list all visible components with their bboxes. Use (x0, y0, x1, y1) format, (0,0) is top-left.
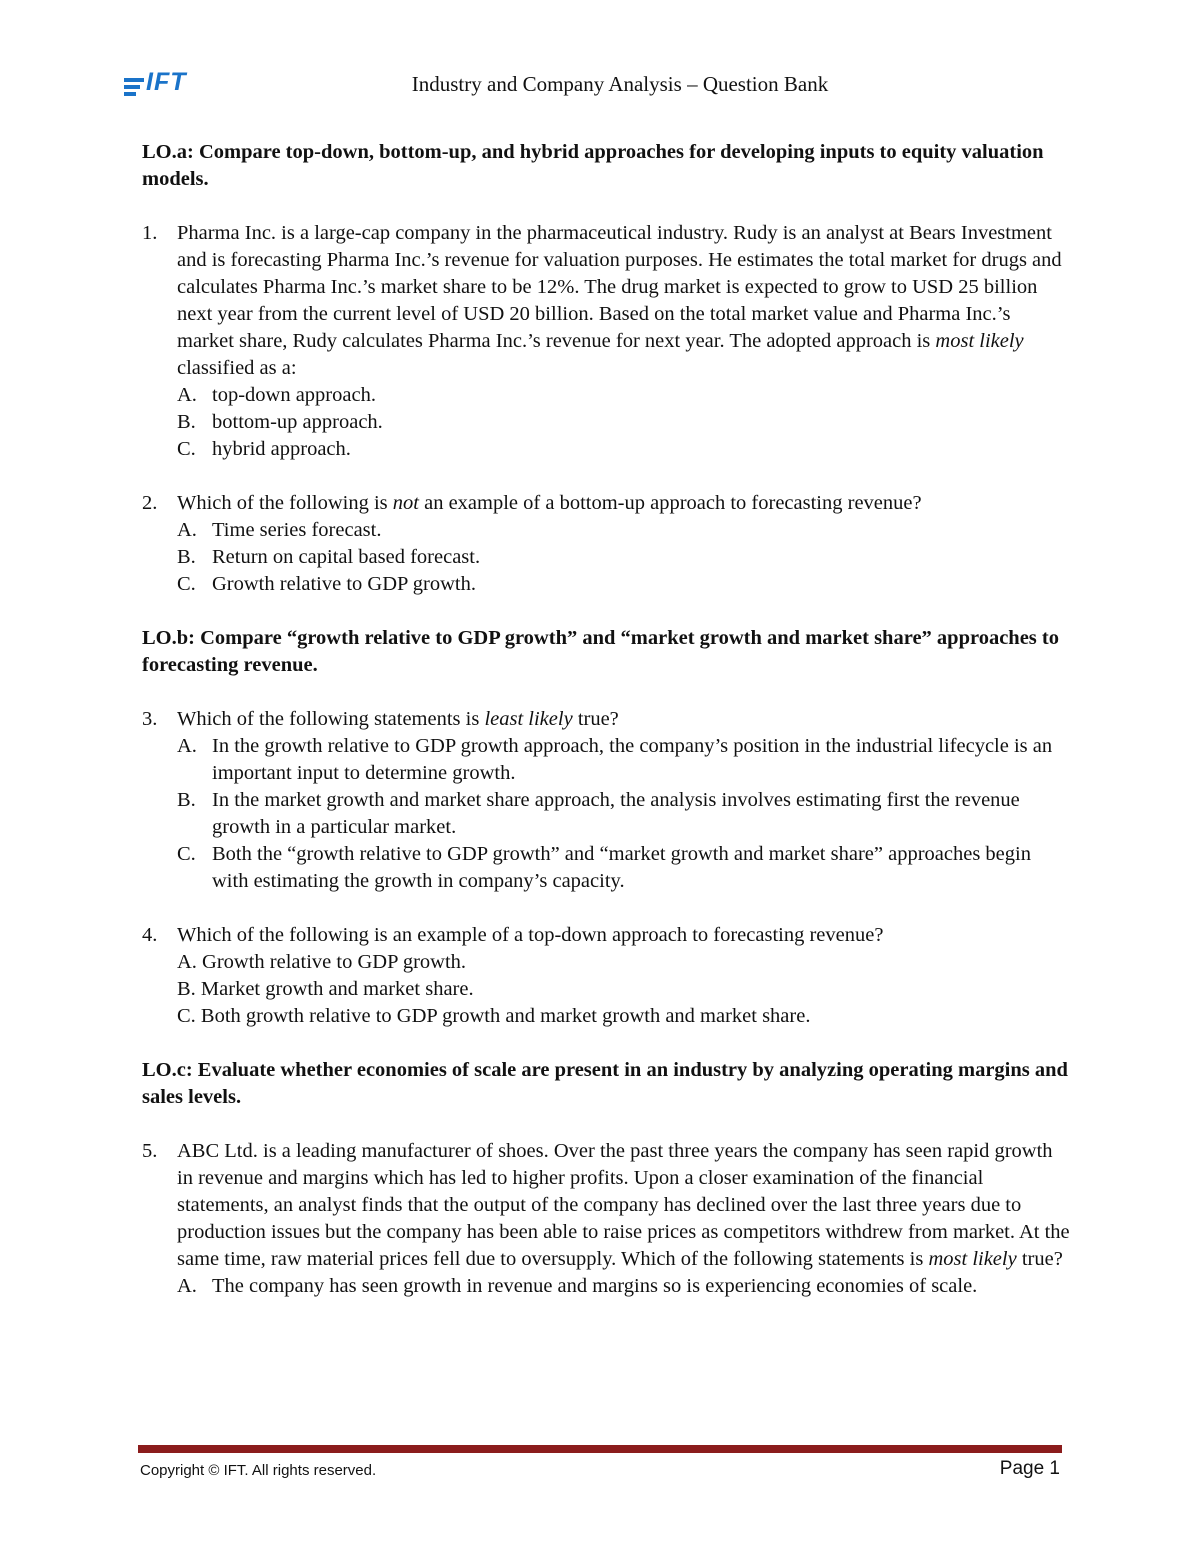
footer-rule (138, 1445, 1062, 1453)
page-number: Page 1 (999, 1458, 1060, 1479)
section-heading-lo-a: LO.a: Compare top-down, bottom-up, and hybrid approaches for developing inputs to equity valuation models. (142, 141, 1044, 190)
question-stem: Which of the following is an example of a top-down approach to forecasting revenue? (177, 924, 884, 946)
question-number: 5. (142, 1140, 158, 1162)
question-number: 2. (142, 492, 158, 514)
answer-option: C. Growth relative to GDP growth. (177, 573, 476, 595)
section-heading-lo-b: LO.b: Compare “growth relative to GDP growth” and “market growth and market share” approaches to forecasting revenue. (142, 627, 1059, 676)
answer-option: B. Market growth and market share. (177, 978, 474, 1000)
question-4 (142, 922, 1072, 1030)
question-stem: ABC Ltd. is a leading manufacturer of shoes. Over the past three years the company has seen rapid growth in revenue and margins which has led to higher profits. Upon a closer examination of the financial statements, an analyst finds that the output of the company has declined over the last three years due to production issues but the company has been able to raise prices as competitors withdrew from market. At the same time, raw material prices fell due to oversupply. Which of the following statements is most likely true? (177, 1140, 1070, 1270)
answer-option: C. Both growth relative to GDP growth and market growth and market share. (177, 1005, 811, 1027)
question-stem: Pharma Inc. is a large-cap company in the pharmaceutical industry. Rudy is an analyst at Bears Investment and is forecasting Pharma Inc.’s revenue for valuation purposes. He estimates the total market for drugs and calculates Pharma Inc.’s market share to be 12%. The drug market is expected to grow to USD 25 billion next year from the current level of USD 20 billion. Based on the total market value and Pharma Inc.’s market share, Rudy calculates Pharma Inc.’s revenue for next year. The adopted approach is most likely classified as a: (177, 222, 1062, 379)
answer-option: B. In the market growth and market share approach, the analysis involves estimating first the revenue growth in a particular market. (177, 789, 1020, 838)
question-stem: Which of the following statements is least likely true? (177, 708, 619, 730)
answer-option: A. The company has seen growth in revenue and margins so is experiencing economies of scale. (177, 1275, 978, 1297)
logo-stripe (124, 85, 140, 89)
answer-option: A. top-down approach. (177, 384, 376, 406)
logo-text: IFT (146, 68, 187, 96)
answer-option: C. hybrid approach. (177, 438, 351, 460)
document-title: Industry and Company Analysis – Question Bank (411, 72, 829, 96)
question-1 (142, 220, 1072, 463)
logo-stripe (124, 78, 144, 82)
question-2 (142, 490, 1072, 598)
answer-option: B. Return on capital based forecast. (177, 546, 481, 568)
copyright-text: Copyright © IFT. All rights reserved. (140, 1462, 377, 1479)
answer-option: B. bottom-up approach. (177, 411, 383, 433)
question-stem: Which of the following is not an example of a bottom-up approach to forecasting revenue? (177, 492, 922, 514)
question-number: 3. (142, 708, 158, 730)
question-number: 1. (142, 222, 158, 244)
question-bank-content (142, 139, 1072, 1327)
question-5 (142, 1138, 1072, 1300)
ift-logo (124, 68, 208, 98)
section-heading-lo-c: LO.c: Evaluate whether economies of scale are present in an industry by analyzing operating margins and sales levels. (142, 1059, 1068, 1108)
question-number: 4. (142, 924, 158, 946)
answer-option: A. In the growth relative to GDP growth approach, the company’s position in the industrial lifecycle is an important input to determine growth. (177, 735, 1053, 784)
answer-option: A. Growth relative to GDP growth. (177, 951, 467, 973)
answer-option: A. Time series forecast. (177, 519, 382, 541)
answer-option: C. Both the “growth relative to GDP growth” and “market growth and market share” approaches begin with estimating the growth in company’s capacity. (177, 843, 1031, 892)
logo-stripe (124, 92, 136, 96)
question-3 (142, 706, 1072, 895)
